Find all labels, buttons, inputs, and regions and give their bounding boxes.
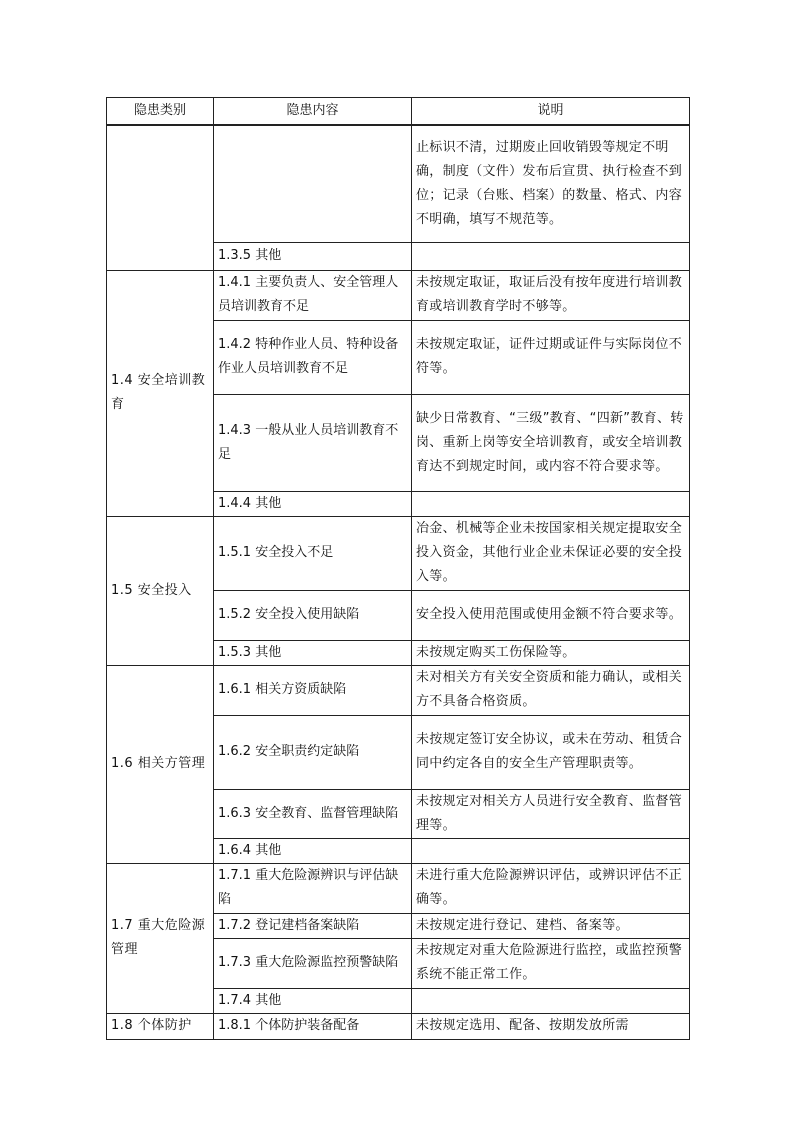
description-cell: 未按规定购买工伤保险等。 [412, 640, 690, 665]
description-cell: 未按规定取证，取证后没有按年度进行培训教育或培训教育学时不够等。 [412, 270, 690, 320]
content-cell: 1.4.2 特种作业人员、特种设备作业人员培训教育不足 [214, 320, 412, 394]
category-cell [107, 125, 214, 270]
description-cell [412, 988, 690, 1013]
header-description: 说明 [412, 98, 690, 126]
content-cell: 1.7.2 登记建档备案缺陷 [214, 913, 412, 938]
category-cell: 1.5 安全投入 [107, 516, 214, 665]
content-cell: 1.8.1 个体防护装备配备 [214, 1013, 412, 1039]
category-cell: 1.6 相关方管理 [107, 665, 214, 863]
content-cell: 1.7.1 重大危险源辨识与评估缺陷 [214, 863, 412, 913]
description-cell: 缺少日常教育、“三级”教育、“四新”教育、转岗、重新上岗等安全培训教育，或安全培训教育达不到规定时间，或内容不符合要求等。 [412, 394, 690, 491]
content-cell: 1.5.3 其他 [214, 640, 412, 665]
table-row [107, 1013, 690, 1039]
category-cell: 1.8 个体防护 [107, 1013, 214, 1039]
description-cell: 未按规定取证，证件过期或证件与实际岗位不符等。 [412, 320, 690, 394]
table-row [107, 863, 690, 913]
content-cell: 1.5.2 安全投入使用缺陷 [214, 590, 412, 640]
content-cell: 1.6.4 其他 [214, 838, 412, 863]
content-cell [214, 125, 412, 242]
description-cell: 未按规定选用、配备、按期发放所需 [412, 1013, 690, 1039]
table-row [107, 665, 690, 715]
content-cell: 1.6.1 相关方资质缺陷 [214, 665, 412, 715]
description-cell: 冶金、机械等企业未按国家相关规定提取安全投入资金，其他行业企业未保证必要的安全投入等。 [412, 516, 690, 590]
content-cell: 1.6.3 安全教育、监督管理缺陷 [214, 789, 412, 838]
content-cell: 1.3.5 其他 [214, 242, 412, 270]
content-cell: 1.5.1 安全投入不足 [214, 516, 412, 590]
hazard-table [106, 97, 690, 1040]
header-content: 隐患内容 [214, 98, 412, 126]
description-cell: 未按规定对相关方人员进行安全教育、监督管理等。 [412, 789, 690, 838]
description-cell [412, 838, 690, 863]
table-row [107, 516, 690, 590]
content-cell: 1.4.3 一般从业人员培训教育不足 [214, 394, 412, 491]
category-cell: 1.4 安全培训教育 [107, 270, 214, 516]
content-cell: 1.4.4 其他 [214, 491, 412, 516]
description-cell [412, 242, 690, 270]
content-cell: 1.7.4 其他 [214, 988, 412, 1013]
header-category: 隐患类别 [107, 98, 214, 126]
description-cell: 未按规定进行登记、建档、备案等。 [412, 913, 690, 938]
table-row [107, 270, 690, 320]
content-cell: 1.4.1 主要负责人、安全管理人员培训教育不足 [214, 270, 412, 320]
description-cell: 未进行重大危险源辨识评估，或辨识评估不正确等。 [412, 863, 690, 913]
description-cell: 安全投入使用范围或使用金额不符合要求等。 [412, 590, 690, 640]
table-header-row [107, 98, 690, 126]
description-cell: 未按规定对重大危险源进行监控，或监控预警系统不能正常工作。 [412, 938, 690, 988]
description-cell: 未对相关方有关安全资质和能力确认，或相关方不具备合格资质。 [412, 665, 690, 715]
content-cell: 1.7.3 重大危险源监控预警缺陷 [214, 938, 412, 988]
content-cell: 1.6.2 安全职责约定缺陷 [214, 715, 412, 789]
description-cell: 止标识不清，过期废止回收销毁等规定不明确，制度（文件）发布后宣贯、执行检查不到位；记录（台账、档案）的数量、格式、内容不明确，填写不规范等。 [412, 125, 690, 242]
description-cell: 未按规定签订安全协议，或未在劳动、租赁合同中约定各自的安全生产管理职责等。 [412, 715, 690, 789]
table-row [107, 125, 690, 242]
description-cell [412, 491, 690, 516]
category-cell: 1.7 重大危险源管理 [107, 863, 214, 1013]
